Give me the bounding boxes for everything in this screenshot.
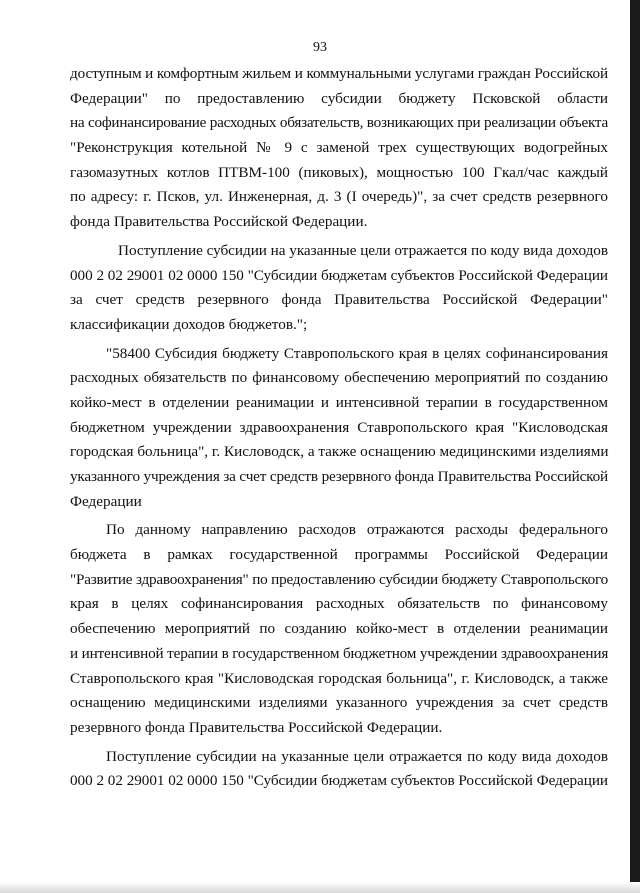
text-line: доступным и комфортным жильем и коммунальными услугами граждан Российской	[70, 65, 608, 82]
text-line: Поступление субсидии на указанные цели отражается по коду вида доходов	[106, 747, 608, 765]
text-line: газомазутных котлов ПТВМ-100 (пиковых), мощностью 100 Гкал/час каждый	[70, 163, 608, 181]
text-line: и интенсивной терапии в государственном бюджетном учреждении здравоохранения	[70, 644, 609, 662]
text-line: расходных обязательств по финансовому обеспечению мероприятий по созданию	[70, 369, 608, 387]
paragraph-3	[70, 342, 608, 515]
paragraph-4	[70, 518, 608, 740]
text-line: оснащению медицинскими изделиями указанного учреждения за счет средств	[70, 694, 608, 712]
text-line: бюджета в рамках государственной программы Российской Федерации	[70, 546, 608, 564]
paragraph-5	[70, 745, 608, 794]
text-line: Федерации" по предоставлению субсидии бюджету Псковской области	[70, 89, 608, 107]
text-line: "Развитие здравоохранения" по предоставлению субсидии бюджету Ставропольского	[70, 570, 608, 588]
scan-bottom-shadow	[0, 882, 640, 893]
text-line: 000 2 02 29001 02 0000 150 "Субсидии бюджетам субъектов Российской Федерации	[70, 266, 608, 284]
text-line: по адресу: г. Псков, ул. Инженерная, д. 3 (I очередь)", за счет средств резервного	[70, 188, 608, 206]
text-line: классификации доходов бюджетов.";	[70, 315, 308, 333]
text-line: за счет средств резервного фонда Правительства Российской Федерации"	[70, 291, 608, 309]
text-line: края в целях софинансирования расходных обязательств по финансовому	[70, 595, 608, 613]
text-line: 000 2 02 29001 02 0000 150 "Субсидии бюджетам субъектов Российской Федерации	[70, 772, 608, 790]
text-line: Поступление субсидии на указанные цели отражается по коду вида доходов	[118, 241, 608, 259]
paragraph-1	[70, 62, 608, 235]
text-line: Ставропольского края "Кисловодская городская больница", г. Кисловодск, а также	[70, 669, 608, 687]
paragraph-2	[70, 239, 608, 338]
text-line: городская больница", г. Кисловодск, а также оснащению медицинскими изделиями	[70, 443, 609, 461]
text-line: По данному направлению расходов отражаются расходы федерального	[106, 521, 608, 539]
scan-dark-edge	[630, 0, 640, 893]
text-line: резервного фонда Правительства Российской Федерации.	[70, 718, 443, 736]
text-line: фонда Правительства Российской Федерации.	[70, 213, 368, 231]
text-line: указанного учреждения за счет средств резервного фонда Правительства Российской	[70, 468, 608, 485]
text-line: "58400 Субсидия бюджету Ставропольского края в целях софинансирования	[106, 344, 608, 362]
text-line: "Реконструкция котельной № 9 с заменой трех существующих водогрейных	[70, 139, 608, 157]
text-line: на софинансирование расходных обязательств, возникающих при реализации объекта	[70, 114, 608, 132]
text-line: обеспечению мероприятий по созданию койко-мест в отделении реанимации	[70, 620, 608, 638]
text-line: бюджетном учреждении здравоохранения Ставропольского края "Кисловодская	[70, 418, 608, 436]
text-line: койко-мест в отделении реанимации и интенсивной терапии в государственном	[70, 393, 608, 411]
document-body	[70, 62, 608, 794]
text-line: Федерации	[70, 492, 142, 510]
page-number: 93	[313, 40, 327, 55]
